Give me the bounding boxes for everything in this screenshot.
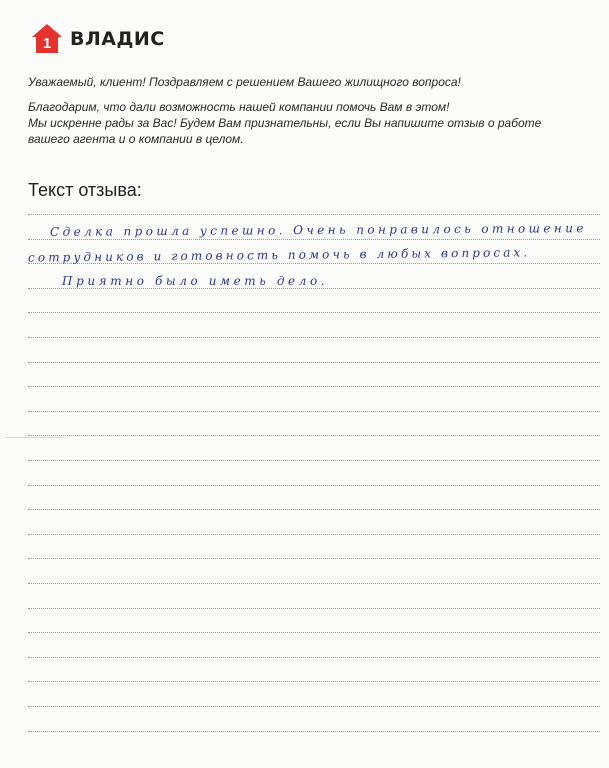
writing-line — [28, 362, 600, 363]
handwritten-line-2: сотрудников и готовность помочь в любых вопросах. — [27, 245, 531, 265]
writing-line — [28, 558, 600, 559]
writing-line — [28, 731, 600, 732]
writing-line — [28, 239, 600, 240]
writing-line — [28, 632, 600, 633]
writing-line — [28, 509, 600, 510]
writing-line — [28, 386, 600, 387]
writing-line — [28, 706, 600, 707]
intro-line-1: Уважаемый, клиент! Поздравляем с решением Вашего жилищного вопроса! — [28, 75, 461, 89]
house-key-icon — [30, 22, 64, 56]
writing-line — [28, 485, 600, 486]
writing-line — [28, 214, 600, 215]
handwritten-line-3: Приятно было иметь дело. — [62, 274, 329, 288]
intro-line-3: Мы искренне рады за Вас! Будем Вам признательны, если Вы напишите отзыв о работе — [28, 116, 542, 130]
header — [30, 22, 165, 56]
intro-text — [28, 74, 588, 147]
writing-line — [28, 657, 600, 658]
writing-line — [28, 337, 600, 338]
writing-line — [28, 681, 600, 682]
intro-line-2: Благодарим, что дали возможность нашей компании помочь Вам в этом! — [28, 100, 450, 114]
scan-artifact — [5, 437, 65, 438]
handwritten-line-1: Сделка прошла успешно. Очень понравилось отношение — [49, 221, 587, 239]
writing-line — [28, 435, 600, 436]
writing-line — [28, 608, 600, 609]
writing-line — [28, 534, 600, 535]
writing-line — [28, 312, 600, 313]
writing-line — [28, 411, 600, 412]
writing-line — [28, 460, 600, 461]
writing-line — [28, 583, 600, 584]
review-title: Текст отзыва: — [28, 180, 142, 200]
logo-digit: 1 — [42, 35, 52, 52]
dotted-lines — [28, 214, 600, 754]
brand-name: ВЛАДИС — [70, 28, 165, 50]
intro-line-4: вашего агента и о компании в целом. — [28, 132, 244, 146]
